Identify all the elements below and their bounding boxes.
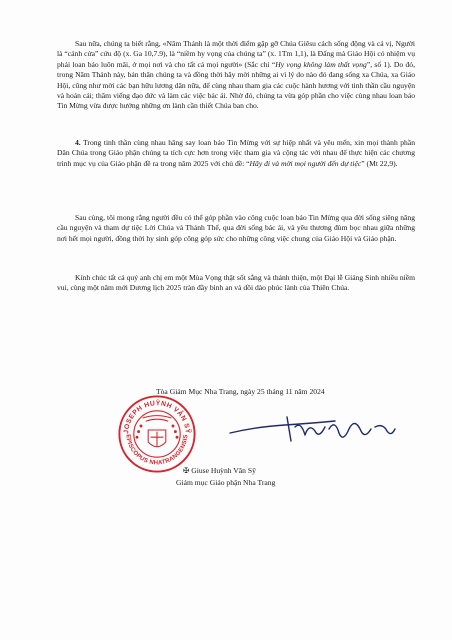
paragraph-2-text-a: Trong tinh thần cùng nhau hăng say loan báo Tin Mừng với sự hiệp nhất và yêu mến, xin mọi thành phần Dân Chúa trong Giáo phận chúng ta tích cực hơn trong việc tham gia và cộng tác với nhau để thực hiện các chương trình mục vụ của Giáo phận đề ra trong năm 2025 với chủ đề: “ [57, 138, 415, 168]
paragraph-1 [57, 39, 415, 112]
paragraph-1-text-b: ”, số 1). Do đó, trong Năm Thánh này, bản thân chúng ta và đồng thời hãy mời những ai vì lý do nào đó đang sống xa Chúa, xa Giáo Hội, cũng như mời các bạn hữu lương dân nữa, để cùng nhau tham gia các cuộc hành hương với tinh thần cầu nguyện và hoán cải; thăm viếng đạo đức và làm các việc bác ái. Nhờ đó, chúng ta vừa góp phần cho việc cùng nhau loan báo Tin Mừng vừa được hưởng những ơn lành cần thiết Chúa ban cho. [57, 59, 415, 111]
signer-name: ✠ Giuse Huỳnh Văn Sỹ [183, 466, 256, 475]
paragraph-1-text-a: Sau nữa, chúng ta biết rằng, «Năm Thánh là một thời điểm gặp gỡ Chúa Giêsu cách sống động và cá vị, Người là “cánh cửa” cứu độ (x. Ga 10,7.9), là “niềm hy vọng của chúng ta” (x. 1Tm 1,1), là Đấng mà Giáo Hội có nhiệm vụ phải loan báo luôn mãi, ở mọi nơi và cho tất cả mọi người» (Sắc chỉ “ [57, 39, 415, 69]
episcopal-seal [117, 394, 197, 474]
paragraph-2-theme: Hãy đi và mời mọi người đến dự tiệc [249, 158, 362, 168]
paragraph-4: Kính chúc tất cả quý anh chị em một Mùa Vọng thật sốt sắng và thánh thiện, một Đại lễ Giáng Sinh nhiều niềm vui, cùng một năm mới Dương lịch 2025 tràn đầy bình an và dồi dào phúc lành của Thiên Chúa. [57, 273, 415, 293]
signer-title: Giám mục Giáo phận Nha Trang [176, 478, 276, 487]
paragraph-1-quote: Hy vọng không làm thất vọng [275, 59, 367, 69]
paragraph-3: Sau cùng, tôi mong rằng người đều có thể góp phần vào công cuộc loan báo Tin Mừng qua đời sống siêng năng cầu nguyện và tham dự tiệc Lời Chúa và Thánh Thể, qua đời sống bác ái, và yêu thương đùm bọc nhau giữa những nơi hết mọi người, đồng thời hy sinh góp công góp sức cho những công việc chung của Giáo Hội và Giáo phận. [57, 213, 415, 243]
paragraph-2 [57, 138, 415, 169]
section-number: 4. [75, 138, 81, 147]
svg-text:EPISCOPUS NHATRANGENSIS: EPISCOPUS NHATRANGENSIS [124, 434, 190, 467]
handwritten-signature [225, 405, 425, 450]
date-line: Tòa Giám Mục Nha Trang, ngày 25 tháng 11 năm 2024 [156, 387, 325, 396]
paragraph-2-text-b: ” (Mt 22,9). [361, 158, 398, 168]
svg-text:JOSEPH HUỲNH VĂN SỸ: JOSEPH HUỲNH VĂN SỸ [123, 400, 191, 435]
